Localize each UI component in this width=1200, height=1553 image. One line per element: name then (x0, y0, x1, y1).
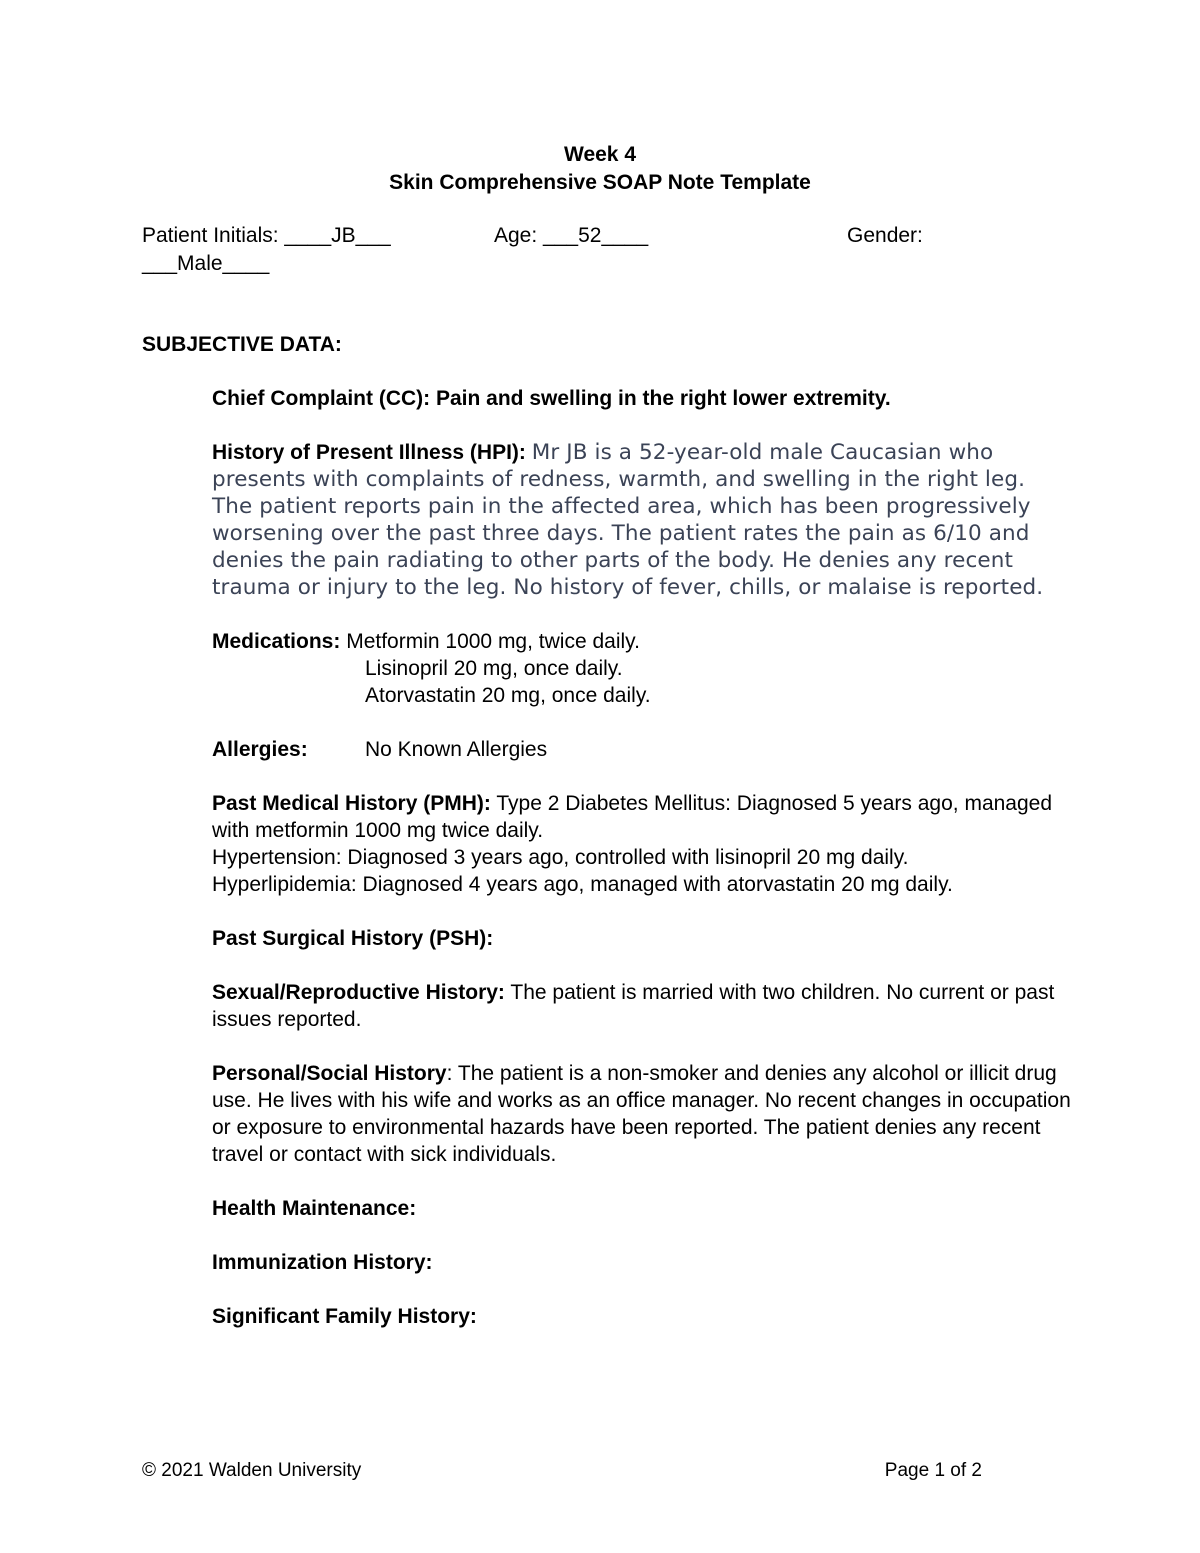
patient-initials (142, 222, 391, 250)
document-title-block (0, 141, 1200, 197)
pmh-line: Hyperlipidemia: Diagnosed 4 years ago, managed with atorvastatin 20 mg daily. (212, 873, 953, 896)
social-history-text: : The patient is a non-smoker and denies any alcohol or illicit drug use. He lives with his wife and works as an office manager. No recent changes in occupation or exposure to environmental hazards have been reported. The patient denies any recent travel or contact with sick individuals. (212, 1062, 1071, 1166)
page-title: Skin Comprehensive SOAP Note Template (389, 171, 811, 194)
sexual-reproductive-history (212, 979, 1072, 1033)
week-label: Week 4 (564, 143, 636, 166)
past-surgical-history: Past Surgical History (PSH): (212, 927, 494, 950)
gender-label: Gender: (847, 224, 923, 247)
patient-demographics (142, 222, 942, 278)
hpi-label: History of Present Illness (HPI): (212, 441, 526, 464)
copyright-text: © 2021 Walden University (142, 1460, 362, 1481)
past-medical-history (212, 790, 1072, 898)
sexual-history-text: The patient is married with two children. No current or past issues reported. (212, 981, 1055, 1031)
social-history-label: Personal/Social History (212, 1062, 447, 1085)
pmh-line: Type 2 Diabetes Mellitus: Diagnosed 5 years ago, managed with metformin 1000 mg twice daily. (212, 792, 1053, 842)
gender-value: ___Male____ (142, 252, 270, 275)
patient-initials-value: ____JB___ (284, 224, 391, 247)
hpi-text: Mr JB is a 52-year-old male Caucasian who presents with complaints of redness, warmth, and swelling in the right leg. The patient reports pain in the affected area, which has been progressively worsening over the past three days. The patient rates the pain as 6/10 and denies the pain radiating to other parts of the body. He denies any recent trauma or injury to the leg. No history of fever, chills, or malaise is reported. (212, 440, 1044, 600)
pmh-line: Hypertension: Diagnosed 3 years ago, controlled with lisinopril 20 mg daily. (212, 846, 909, 869)
page-number: Page 1 of 2 (884, 1460, 982, 1481)
history-present-illness (212, 439, 1072, 601)
personal-social-history (212, 1060, 1072, 1168)
medications-label: Medications: (212, 630, 341, 653)
subjective-content (212, 385, 1072, 1357)
subjective-data-heading: SUBJECTIVE DATA: (142, 333, 342, 356)
allergies-value: No Known Allergies (365, 738, 548, 761)
medications (212, 628, 1072, 709)
patient-age (494, 222, 648, 250)
medication-item: Metformin 1000 mg, twice daily. (346, 630, 640, 653)
immunization-history: Immunization History: (212, 1251, 433, 1274)
patient-initials-label: Patient Initials: (142, 224, 279, 247)
age-value: ___52____ (543, 224, 649, 247)
pmh-label: Past Medical History (PMH): (212, 792, 491, 815)
medication-item: Atorvastatin 20 mg, once daily. (365, 684, 651, 707)
chief-complaint: Chief Complaint (CC): Pain and swelling in the right lower extremity. (212, 387, 891, 410)
allergies (212, 736, 1072, 763)
health-maintenance: Health Maintenance: (212, 1197, 417, 1220)
significant-family-history: Significant Family History: (212, 1305, 477, 1328)
allergies-label: Allergies: (212, 738, 308, 761)
age-label: Age: (494, 224, 538, 247)
medication-item: Lisinopril 20 mg, once daily. (365, 657, 623, 680)
sexual-history-label: Sexual/Reproductive History: (212, 981, 505, 1004)
